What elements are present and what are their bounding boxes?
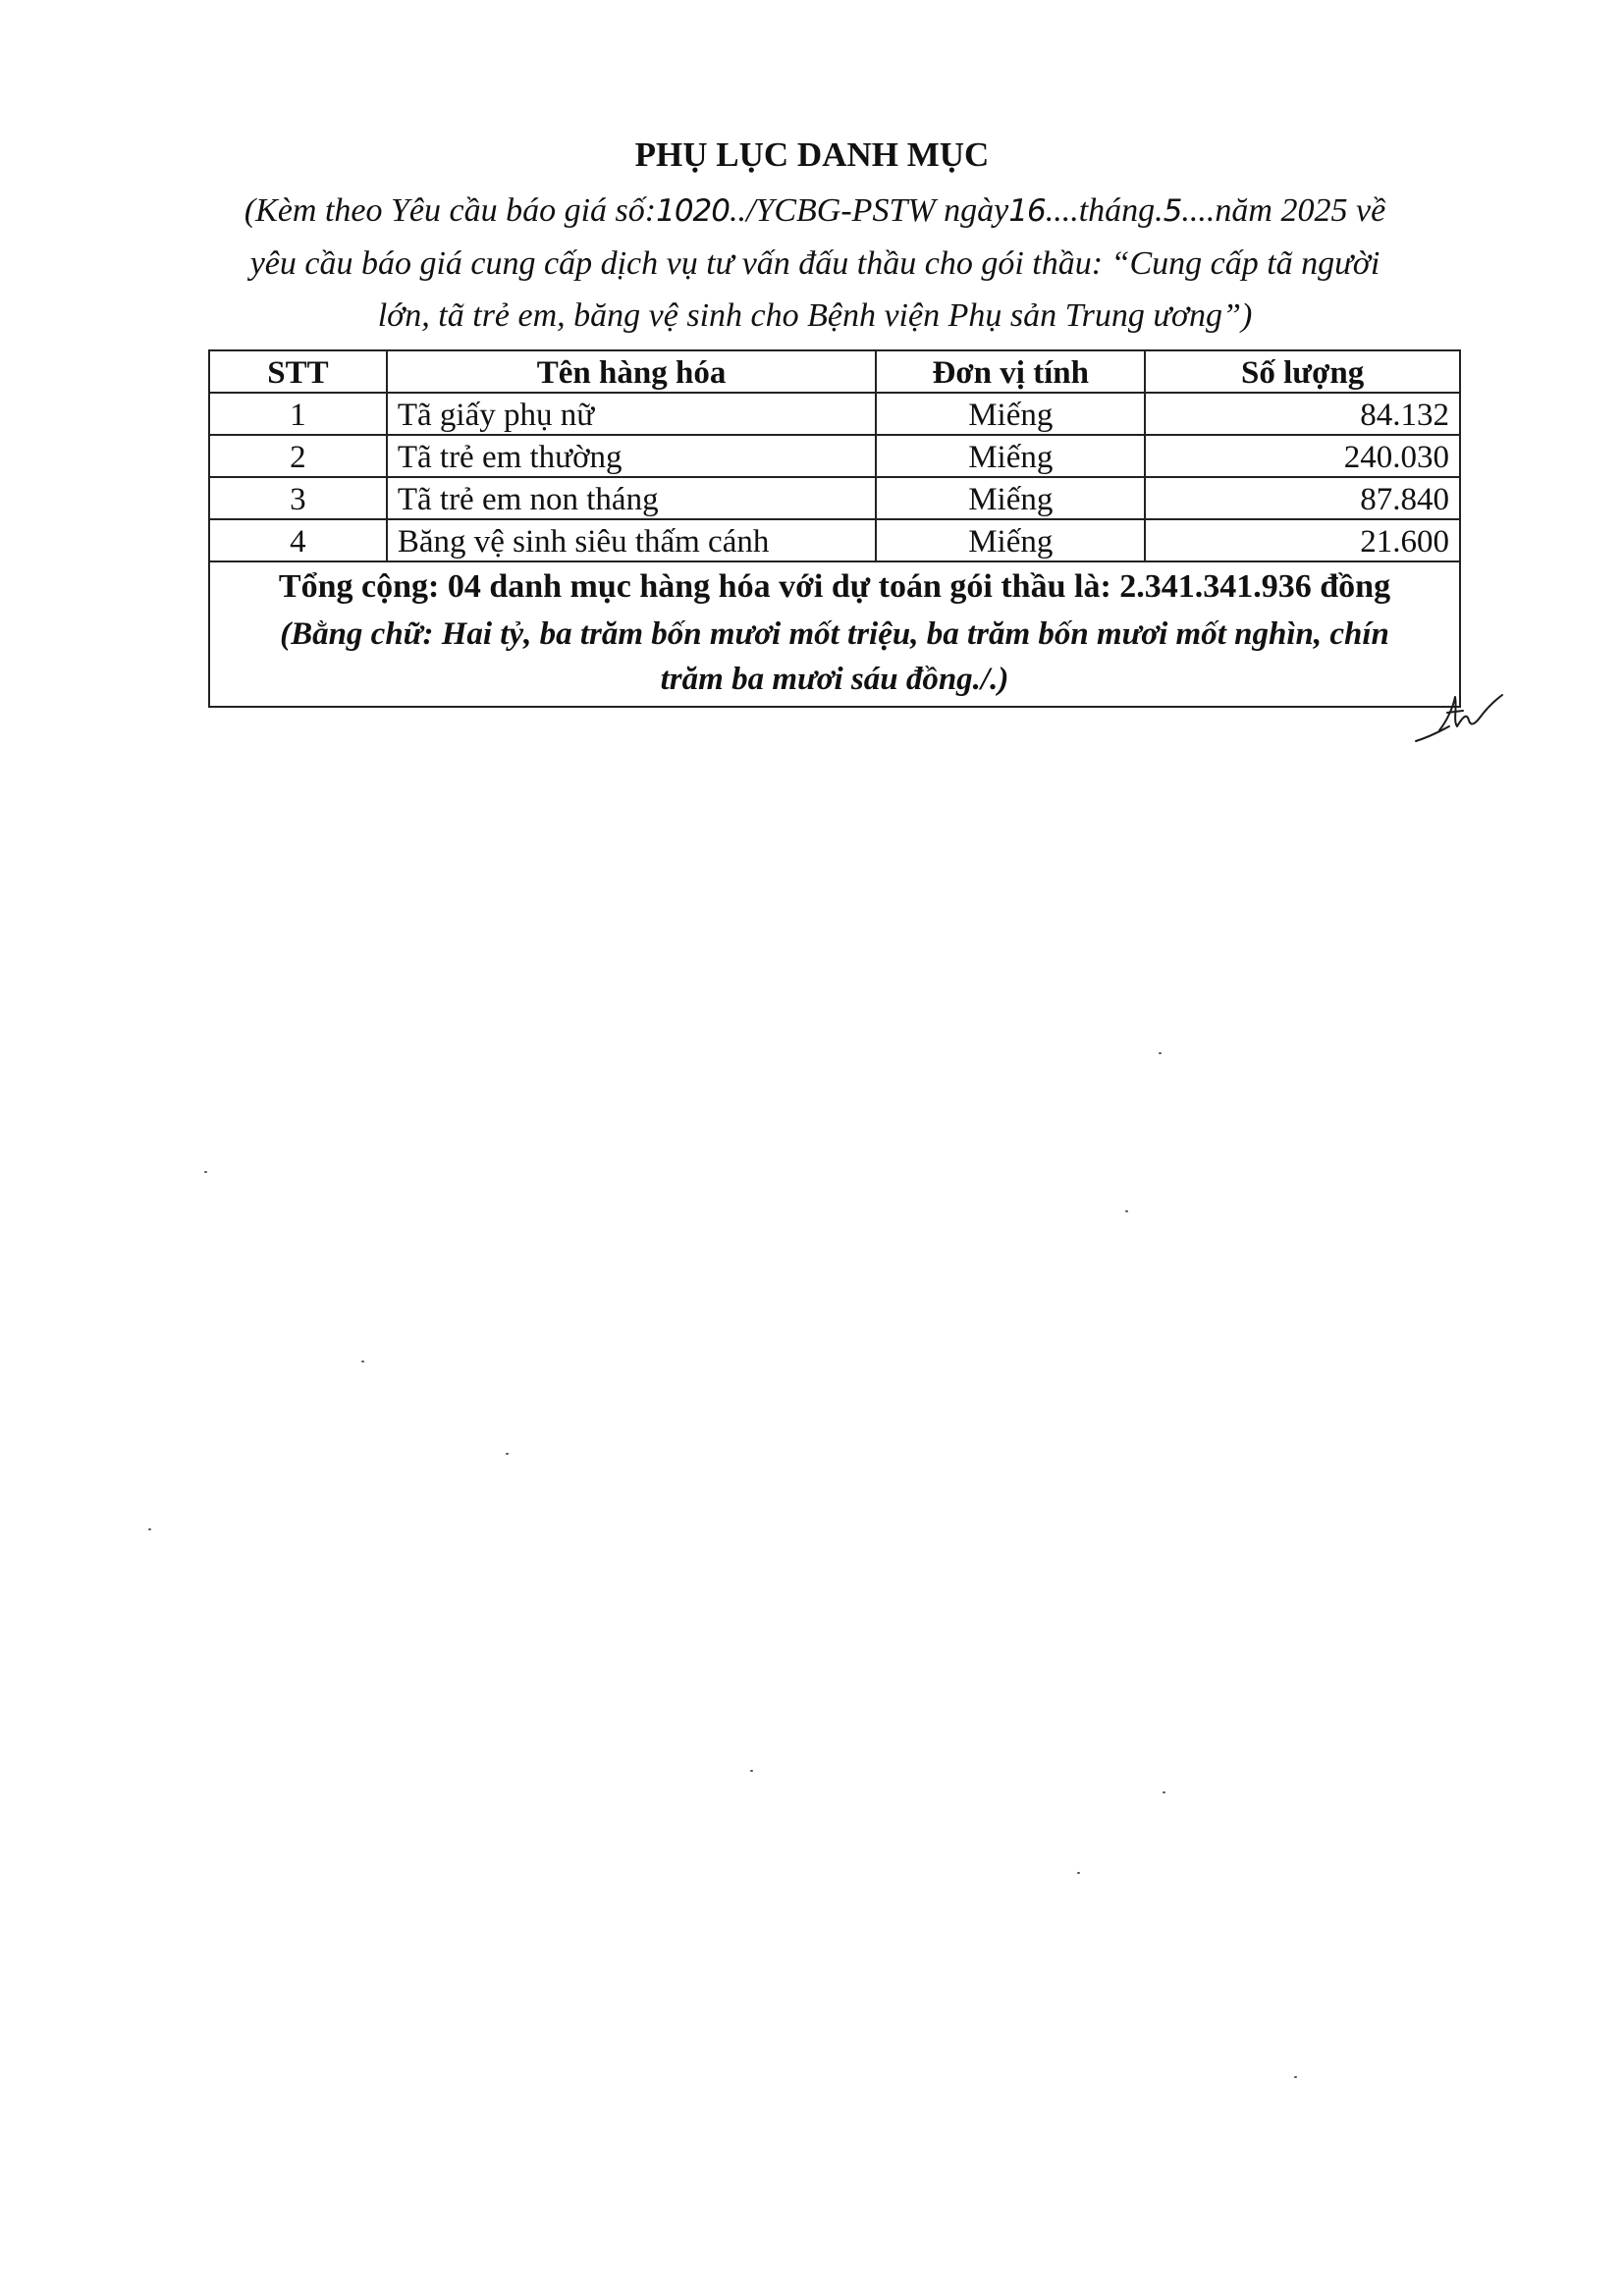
cell-unit: Miếng	[876, 519, 1145, 561]
table-header-row	[209, 350, 1460, 393]
scan-speck	[204, 1171, 207, 1173]
handwritten-month: 5	[1163, 193, 1182, 229]
scan-speck	[1077, 1872, 1080, 1874]
cell-qty: 87.840	[1145, 477, 1460, 519]
header-name: Tên hàng hóa	[387, 350, 876, 393]
cell-qty: 84.132	[1145, 393, 1460, 435]
cell-stt: 1	[209, 393, 387, 435]
document-title: PHỤ LỤC DANH MỤC	[634, 135, 990, 174]
cell-unit: Miếng	[876, 477, 1145, 519]
amount-in-words-line-2: trăm ba mươi sáu đồng./.)	[660, 662, 1009, 697]
subtitle-line-1	[206, 185, 1424, 238]
scan-speck	[1125, 1210, 1128, 1212]
subtitle-text-d: ....năm 2025 về	[1181, 192, 1386, 229]
amount-in-words	[220, 612, 1449, 706]
amount-in-words-line-1: (Bằng chữ: Hai tỷ, ba trăm bốn mươi mốt triệu, ba trăm bốn mươi mốt nghìn, chín	[280, 616, 1389, 652]
document-subtitle	[206, 185, 1424, 342]
scan-speck	[1294, 2076, 1297, 2078]
cell-stt: 3	[209, 477, 387, 519]
cell-qty: 240.030	[1145, 435, 1460, 477]
table-total-row	[209, 561, 1460, 707]
total-cell	[209, 561, 1460, 707]
scan-speck	[506, 1453, 509, 1455]
handwritten-request-number: 1020	[656, 193, 730, 229]
header-unit: Đơn vị tính	[876, 350, 1145, 393]
cell-qty: 21.600	[1145, 519, 1460, 561]
cell-unit: Miếng	[876, 435, 1145, 477]
header-stt: STT	[209, 350, 387, 393]
cell-name: Tã giấy phụ nữ	[387, 393, 876, 435]
cell-stt: 4	[209, 519, 387, 561]
subtitle-line-3: lớn, tã trẻ em, băng vệ sinh cho Bệnh viện Phụ sản Trung ương”)	[377, 297, 1253, 334]
table-row	[209, 435, 1460, 477]
subtitle-text-b: ../YCBG-PSTW ngày	[730, 192, 1009, 229]
handwritten-initials-signature	[1412, 687, 1510, 746]
scan-speck	[1159, 1052, 1162, 1054]
total-line: Tổng cộng: 04 danh mục hàng hóa với dự toán gói thầu là: 2.341.341.936 đồng	[278, 568, 1391, 605]
cell-name: Tã trẻ em non tháng	[387, 477, 876, 519]
cell-unit: Miếng	[876, 393, 1145, 435]
table-row	[209, 393, 1460, 435]
cell-name: Băng vệ sinh siêu thấm cánh	[387, 519, 876, 561]
cell-name: Tã trẻ em thường	[387, 435, 876, 477]
scan-speck	[750, 1770, 753, 1772]
scan-speck	[361, 1361, 364, 1362]
table-row	[209, 477, 1460, 519]
subtitle-line-2: yêu cầu báo giá cung cấp dịch vụ tư vấn đấu thầu cho gói thầu: “Cung cấp tã người	[249, 245, 1380, 282]
items-table	[208, 349, 1461, 708]
table-row	[209, 519, 1460, 561]
scan-speck	[148, 1528, 151, 1530]
cell-stt: 2	[209, 435, 387, 477]
scan-speck	[1163, 1791, 1165, 1793]
subtitle-text-c: ....tháng.	[1045, 192, 1164, 229]
subtitle-text-a: (Kèm theo Yêu cầu báo giá số:	[244, 192, 657, 229]
handwritten-day: 16	[1008, 193, 1046, 229]
header-qty: Số lượng	[1145, 350, 1460, 393]
